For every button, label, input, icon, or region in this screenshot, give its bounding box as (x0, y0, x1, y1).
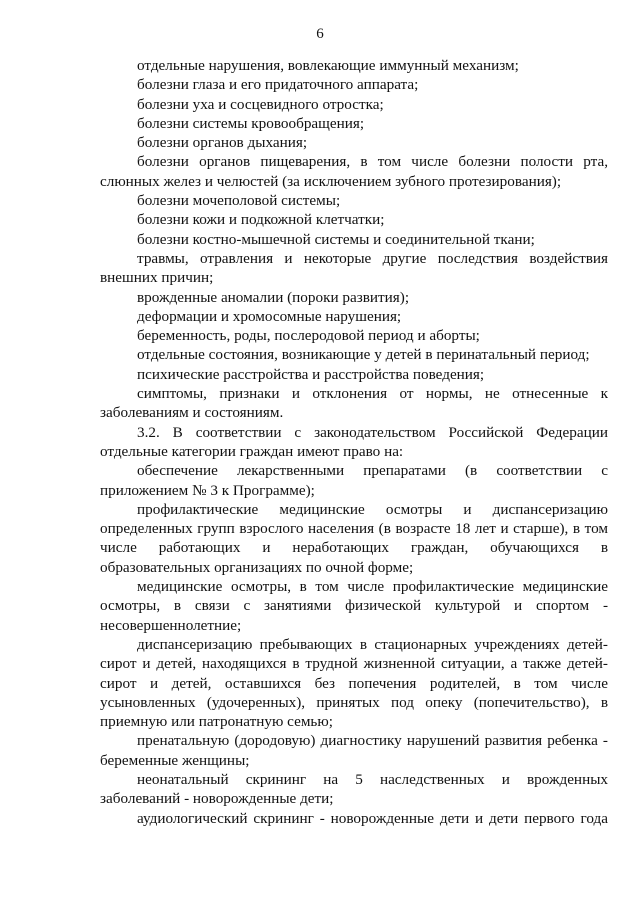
paragraph-injuries-poisoning: травмы, отравления и некоторые другие последствия воздействия внешних причин; (100, 249, 608, 287)
paragraph-symptoms: симптомы, признаки и отклонения от нормы, не отнесенные к заболеваниям и состояниям. (100, 385, 608, 422)
paragraph-orphan-screening: диспансеризацию пребывающих в стационарных учреждениях детей-сирот и детей, находящихся в трудной жизненной ситуации, а также детей-сирот и детей, оставшихся без попечения родителей, в том числе усыновленных (удочеренных), принятых под опеку (попечительство), в приемную или патронатную семью; (100, 635, 608, 731)
page-number: 6 (316, 26, 324, 42)
paragraph-mental-disorders: психические расстройства и расстройства поведения; (137, 365, 485, 383)
paragraph-audiological-screening: аудиологический скрининг - новорожденные дети и дети первого года (137, 809, 608, 827)
paragraph-ear-diseases: болезни уха и сосцевидного отростка; (137, 95, 384, 113)
paragraph-pregnancy: беременность, роды, послеродовой период и аборты; (137, 327, 480, 345)
paragraph-eye-diseases: болезни глаза и его придаточного аппарата; (137, 76, 419, 94)
paragraph-sports-exams: медицинские осмотры, в том числе профилактические медицинские осмотры, в связи с занятиями физической культурой и спортом - несовершеннолетние; (100, 578, 608, 634)
paragraph-congenital-anomalies: врожденные аномалии (пороки развития); (137, 288, 410, 306)
paragraph-prenatal-diagnostics: пренатальную (дородовую) диагностику нарушений развития ребенка - беременные женщины; (100, 732, 608, 769)
paragraph-chromosomal-disorders: деформации и хромосомные нарушения; (137, 307, 402, 325)
paragraph-circulatory-diseases: болезни системы кровообращения; (137, 114, 365, 132)
paragraph-respiratory-diseases: болезни органов дыхания; (137, 134, 308, 152)
paragraph-musculoskeletal-diseases: болезни костно-мышечной системы и соединительной ткани; (137, 230, 535, 248)
paragraph-section-3-2: 3.2. В соответствии с законодательством Российской Федерации отдельные категории граждан имеют право на: (100, 423, 608, 460)
paragraph-preventive-exams: профилактические медицинские осмотры и диспансеризацию определенных групп взрослого населения (в возрасте 18 лет и старше), в том числе работающих и неработающих граждан, обучающихся в образовательных организациях по очной форме; (100, 500, 608, 576)
paragraph-neonatal-screening: неонатальный скрининг на 5 наследственных и врожденных заболеваний - новорожденные дети; (100, 770, 608, 808)
document-body (100, 56, 608, 828)
paragraph-drug-provision: обеспечение лекарственными препаратами (в соответствии с приложением № 3 к Программе); (100, 462, 608, 499)
paragraph-perinatal-conditions: отдельные состояния, возникающие у детей в перинатальный период; (137, 346, 590, 364)
paragraph-genitourinary-diseases: болезни мочеполовой системы; (137, 192, 341, 210)
paragraph-skin-diseases: болезни кожи и подкожной клетчатки; (137, 211, 385, 229)
paragraph-immune-disorders: отдельные нарушения, вовлекающие иммунный механизм; (137, 57, 519, 74)
paragraph-digestive-diseases: болезни органов пищеварения, в том числе болезни полости рта, слюнных желез и челюстей (за исключением зубного протезирования); (100, 153, 608, 190)
